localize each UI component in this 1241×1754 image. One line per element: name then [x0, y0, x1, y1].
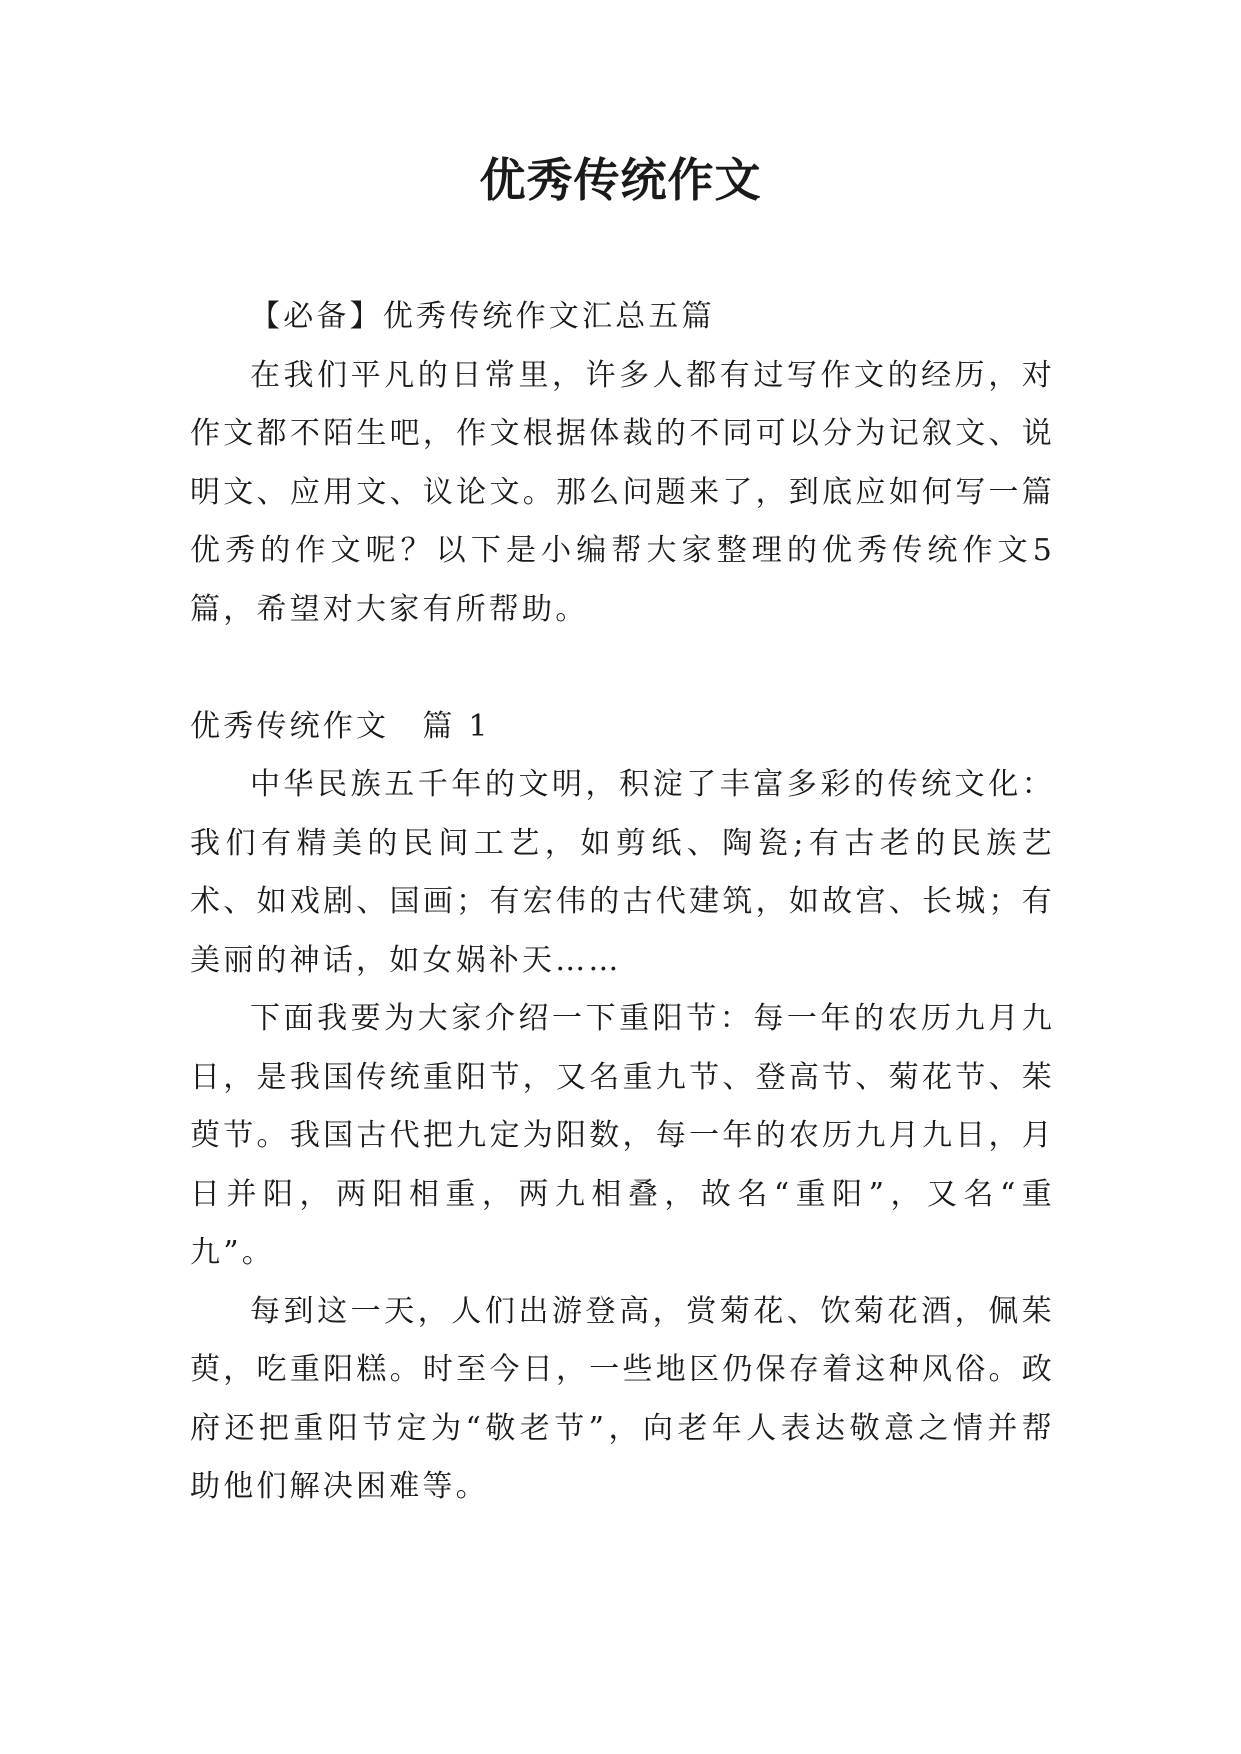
document-subtitle: 【必备】优秀传统作文汇总五篇 [250, 299, 715, 334]
intro-paragraph: 在我们平凡的日常里，许多人都有过写作文的经历，对作文都不陌生吧，作文根据体裁的不同可以分为记叙文、说明文、应用文、议论文。那么问题来了，到底应如何写一篇优秀的作文呢？以下是小编帮大家整理的优秀传统作文5篇，希望对大家有所帮助。 [190, 357, 1055, 627]
document-body [190, 288, 1055, 1517]
section-heading: 优秀传统作文 篇 1 [190, 708, 491, 744]
body-paragraph: 下面我要为大家介绍一下重阳节：每一年的农历九月九日，是我国传统重阳节，又名重九节、登高节、菊花节、茱萸节。我国古代把九定为阳数，每一年的农历九月九日，月日并阳，两阳相重，两九相叠，故名“重阳”，又名“重九”。 [190, 1001, 1055, 1270]
body-paragraph: 中华民族五千年的文明，积淀了丰富多彩的传统文化：我们有精美的民间工艺，如剪纸、陶瓷;有古老的民族艺术、如戏剧、国画；有宏伟的古代建筑，如故宫、长城；有美丽的神话，如女娲补天…… [190, 767, 1055, 978]
document-title: 优秀传统作文 [479, 153, 762, 207]
body-paragraph: 每到这一天，人们出游登高，赏菊花、饮菊花酒，佩茱萸，吃重阳糕。时至今日，一些地区仍保存着这种风俗。政府还把重阳节定为“敬老节”，向老年人表达敬意之情并帮助他们解决困难等。 [190, 1293, 1055, 1504]
